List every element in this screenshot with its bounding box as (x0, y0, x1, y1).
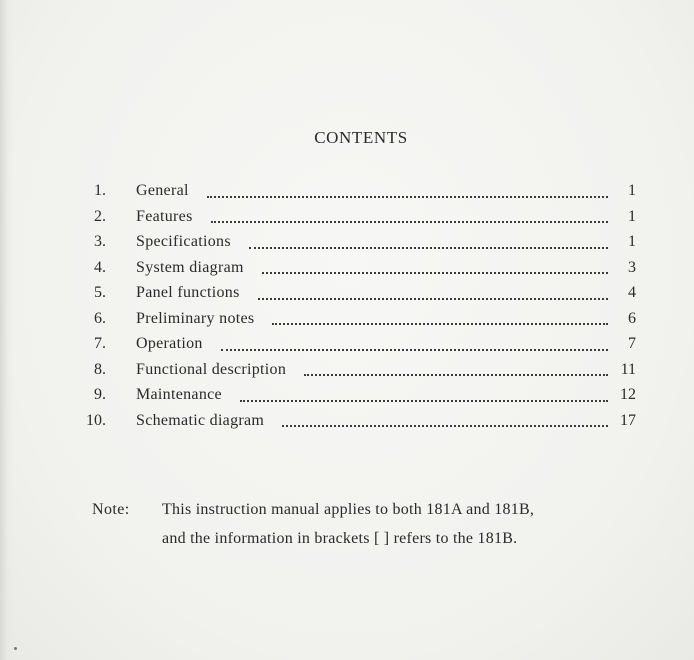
toc-entry-page: 7 (628, 335, 636, 352)
toc-entry-title: Preliminary notes (136, 309, 255, 327)
toc-entry-title: Maintenance (136, 386, 222, 403)
note-line-2: and the information in brackets [ ] refers to the 181B. (162, 530, 518, 547)
toc-entry-number: 5. (94, 284, 106, 301)
toc-entry-number: 4. (94, 258, 106, 276)
toc-dot-leader (282, 400, 608, 428)
toc-dot-leader (304, 349, 608, 377)
toc-entry-page: 12 (620, 386, 636, 403)
page-mark (14, 647, 17, 650)
note-text (162, 495, 682, 553)
toc-entry-page: 11 (620, 360, 636, 378)
toc-entry-number: 1. (94, 182, 106, 199)
toc-entry (0, 408, 694, 434)
table-of-contents (0, 178, 694, 433)
toc-dot-leader (211, 196, 608, 224)
toc-entry-title: Operation (136, 335, 203, 352)
toc-entry-page: 4 (628, 284, 636, 301)
toc-entry-page: 17 (620, 411, 636, 429)
toc-entry-number: 2. (94, 207, 106, 225)
toc-dot-leader (258, 272, 608, 300)
toc-entry-page: 6 (628, 309, 636, 327)
toc-entry-number: 10. (86, 411, 106, 429)
note-line-1: This instruction manual applies to both 181A and 181B, (162, 501, 535, 518)
toc-dot-leader (207, 170, 608, 198)
toc-entry-title: Panel functions (136, 284, 240, 301)
toc-entry-number: 8. (94, 360, 106, 378)
toc-entry-title: Features (136, 207, 193, 225)
toc-dot-leader (221, 323, 608, 351)
toc-entry-title: Functional description (136, 360, 287, 378)
toc-dot-leader (262, 247, 608, 275)
toc-entry-page: 1 (628, 233, 636, 250)
toc-entry-number: 9. (94, 386, 106, 403)
toc-entry-title: Specifications (136, 233, 231, 250)
toc-entry-title: System diagram (136, 258, 244, 276)
toc-dot-leader (249, 221, 608, 249)
toc-dot-leader (240, 374, 608, 402)
toc-entry-title: Schematic diagram (136, 411, 265, 429)
toc-dot-leader (272, 298, 608, 326)
toc-entry-page: 1 (628, 182, 636, 199)
toc-entry-number: 7. (94, 335, 106, 352)
toc-entry-number: 6. (94, 309, 106, 327)
toc-entry-title: General (136, 182, 189, 199)
toc-entry-page: 3 (628, 258, 636, 276)
note-label: Note: (92, 501, 130, 518)
toc-entry-page: 1 (628, 207, 636, 225)
toc-entry-number: 3. (94, 233, 106, 250)
contents-title: CONTENTS (314, 128, 408, 147)
